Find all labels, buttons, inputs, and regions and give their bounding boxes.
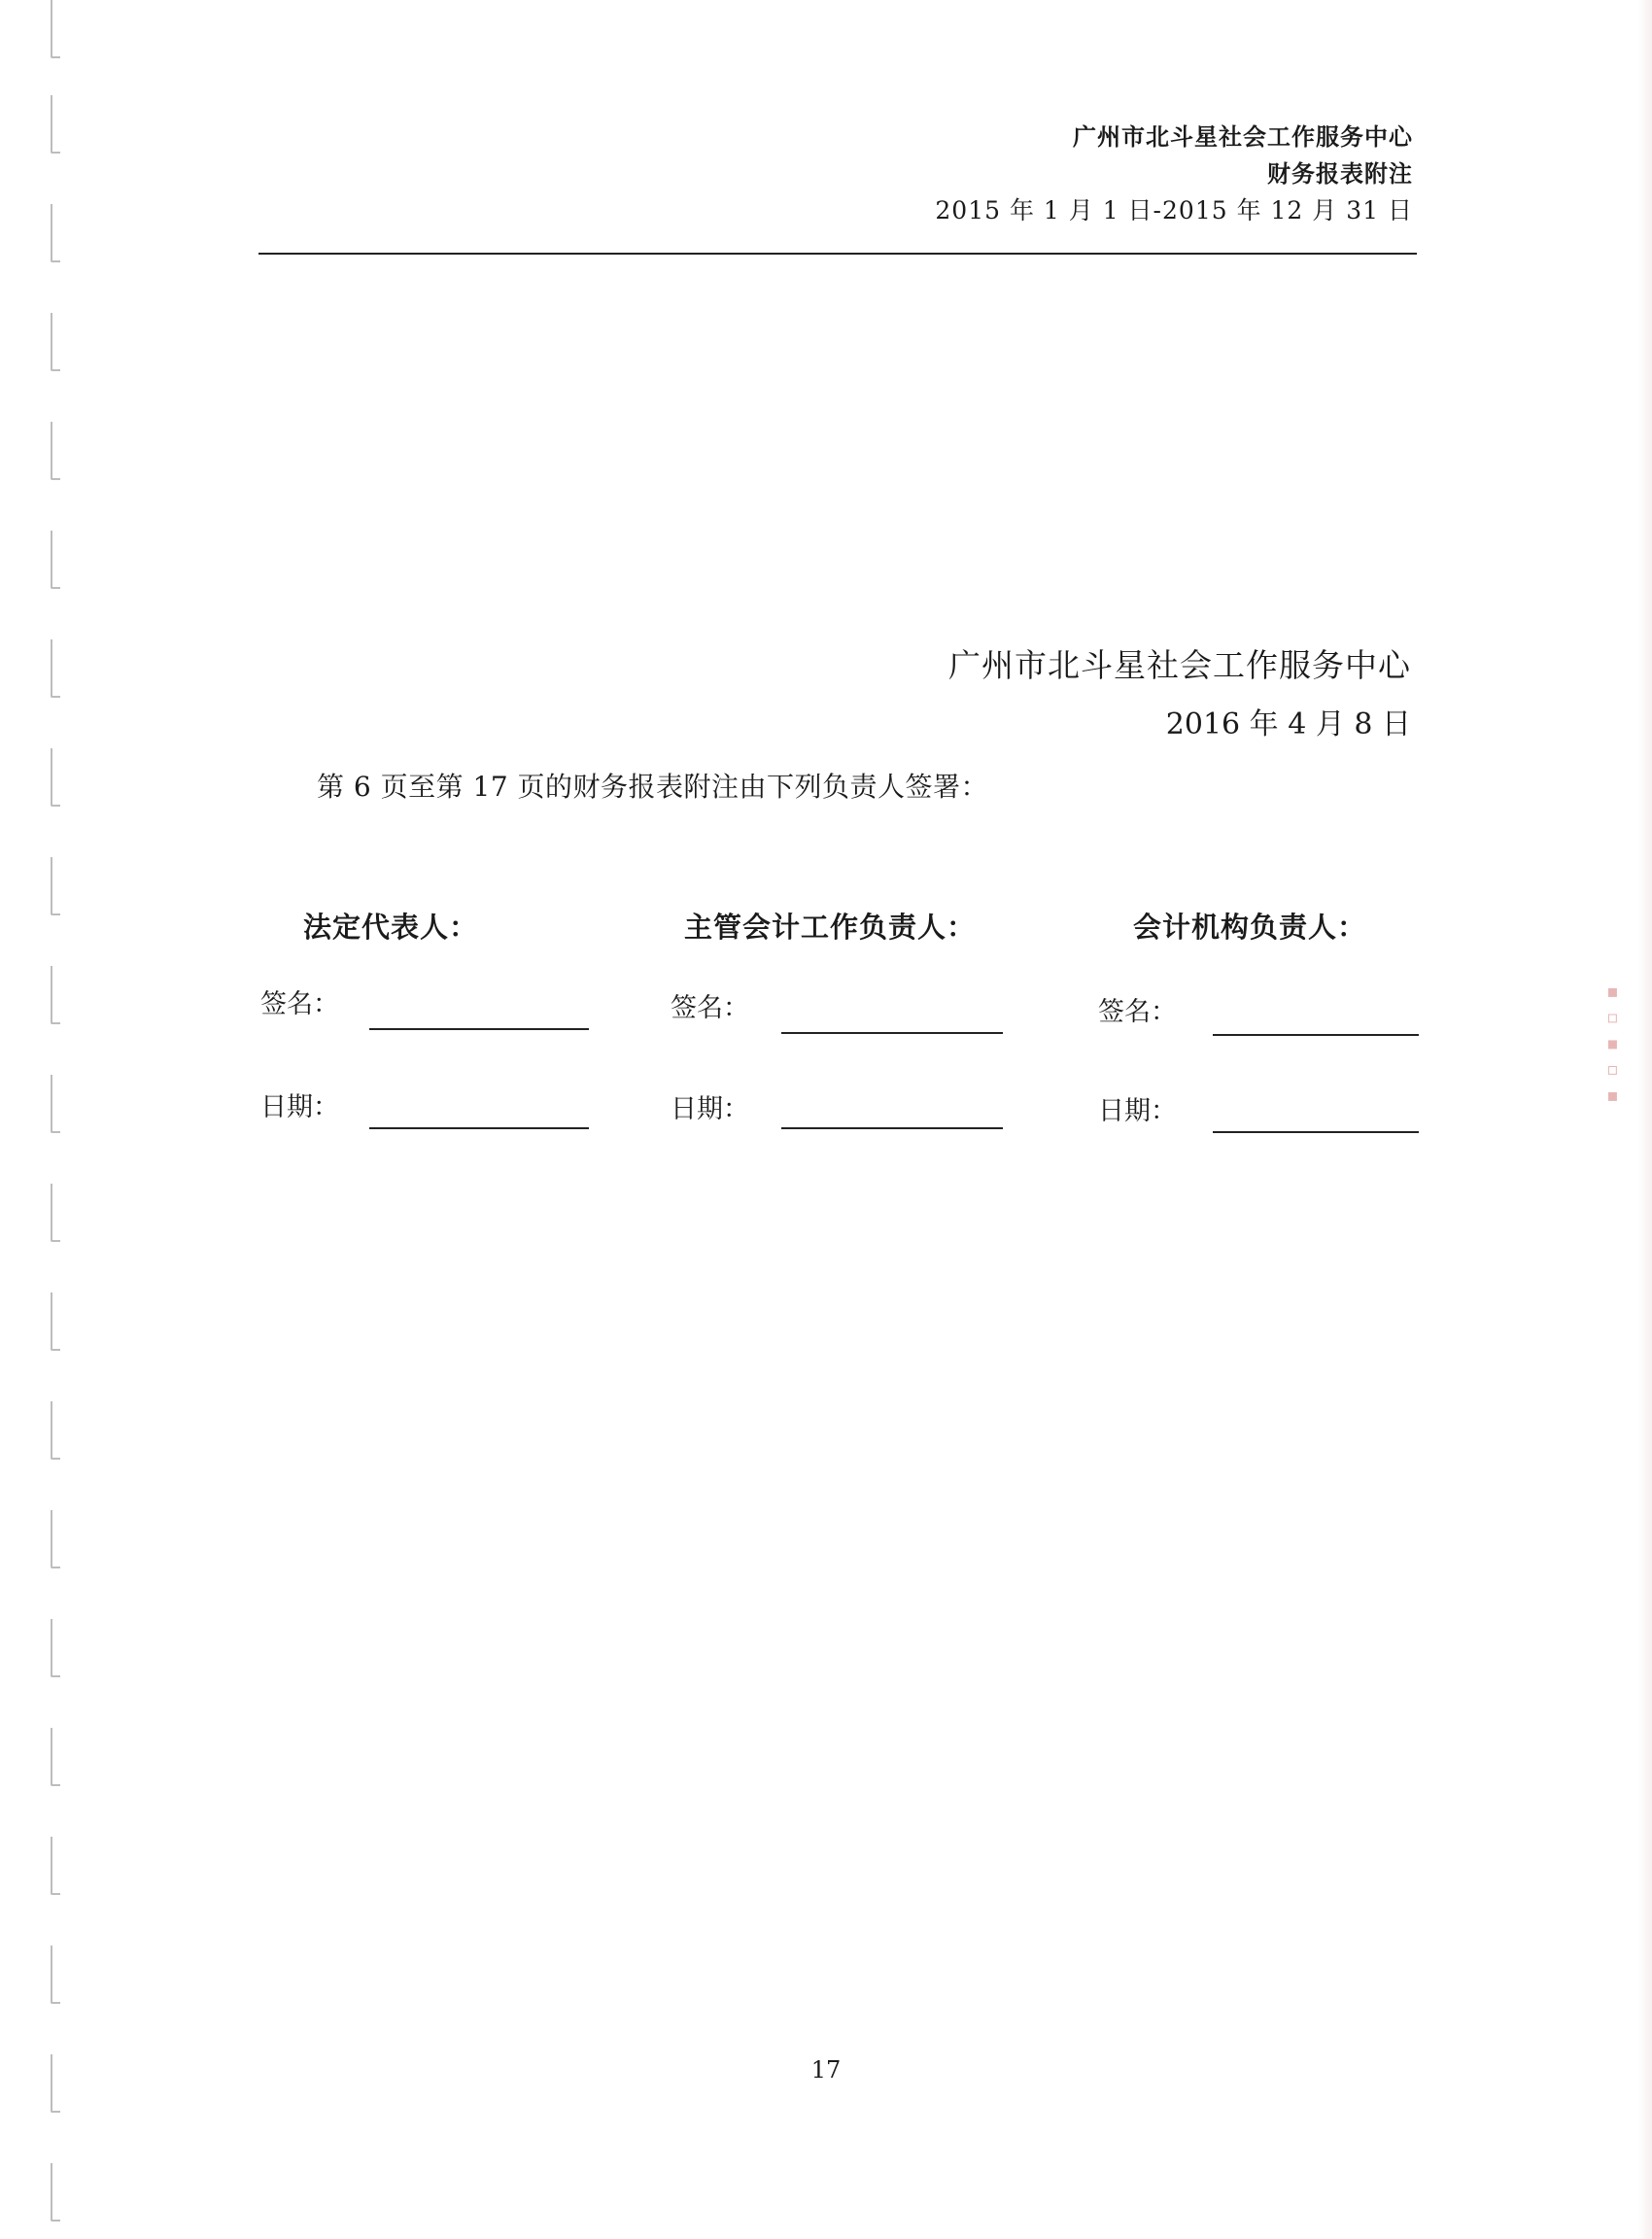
sign-label: 签名： bbox=[260, 989, 339, 1019]
binding-mark bbox=[51, 531, 60, 589]
page-number: 17 bbox=[810, 2056, 842, 2084]
signature-statement: 第 6 页至第 17 页的财务报表附注由下列负责人签署： bbox=[317, 771, 989, 803]
date-label: 日期： bbox=[260, 1092, 339, 1122]
binding-mark bbox=[51, 966, 60, 1024]
binding-mark bbox=[51, 857, 60, 915]
date-line[interactable] bbox=[781, 1127, 1003, 1129]
binding-mark bbox=[51, 748, 60, 807]
header-period: 2015 年 1 月 1 日-2015 年 12 月 31 日 bbox=[935, 196, 1413, 224]
binding-mark bbox=[51, 1837, 60, 1895]
binding-mark bbox=[51, 2163, 60, 2222]
signature-line[interactable] bbox=[1213, 1034, 1419, 1036]
header-rule bbox=[258, 253, 1417, 255]
role-accounting-head: 会计机构负责人： bbox=[1133, 911, 1367, 944]
role-accounting-supervisor: 主管会计工作负责人： bbox=[684, 911, 977, 944]
binding-mark bbox=[51, 0, 60, 58]
binding-mark bbox=[51, 313, 60, 371]
sign-label: 签名： bbox=[1098, 997, 1177, 1027]
date-label: 日期： bbox=[1098, 1096, 1177, 1126]
role-legal-representative: 法定代表人： bbox=[303, 911, 479, 944]
binding-mark bbox=[51, 95, 60, 154]
binding-mark bbox=[51, 1292, 60, 1351]
signature-line[interactable] bbox=[781, 1032, 1003, 1034]
binding-mark bbox=[51, 1619, 60, 1677]
date-line[interactable] bbox=[1213, 1131, 1419, 1133]
binding-mark bbox=[51, 1510, 60, 1568]
header-title: 财务报表附注 bbox=[1267, 159, 1413, 188]
date-line[interactable] bbox=[369, 1127, 589, 1129]
binding-mark bbox=[51, 204, 60, 262]
signoff-block bbox=[948, 643, 1411, 746]
header-org: 广州市北斗星社会工作服务中心 bbox=[1073, 122, 1413, 151]
binding-holes bbox=[0, 0, 87, 2239]
binding-mark bbox=[51, 1075, 60, 1133]
page-edge-shadow bbox=[1638, 0, 1652, 2239]
binding-mark bbox=[51, 639, 60, 698]
binding-mark bbox=[51, 422, 60, 480]
binding-mark bbox=[51, 1184, 60, 1242]
signoff-date: 2016 年 4 月 8 日 bbox=[1165, 707, 1411, 741]
binding-mark bbox=[51, 1728, 60, 1786]
binding-mark bbox=[51, 1401, 60, 1460]
date-label: 日期： bbox=[671, 1094, 749, 1124]
sign-label: 签名： bbox=[671, 993, 749, 1023]
page-header bbox=[935, 119, 1413, 229]
binding-mark bbox=[51, 1946, 60, 2004]
signoff-org: 广州市北斗星社会工作服务中心 bbox=[948, 646, 1411, 684]
signature-line[interactable] bbox=[369, 1028, 589, 1030]
seal-bleed-through: ▪ ▫ ▪ ▫ ▪ bbox=[1602, 982, 1623, 1106]
